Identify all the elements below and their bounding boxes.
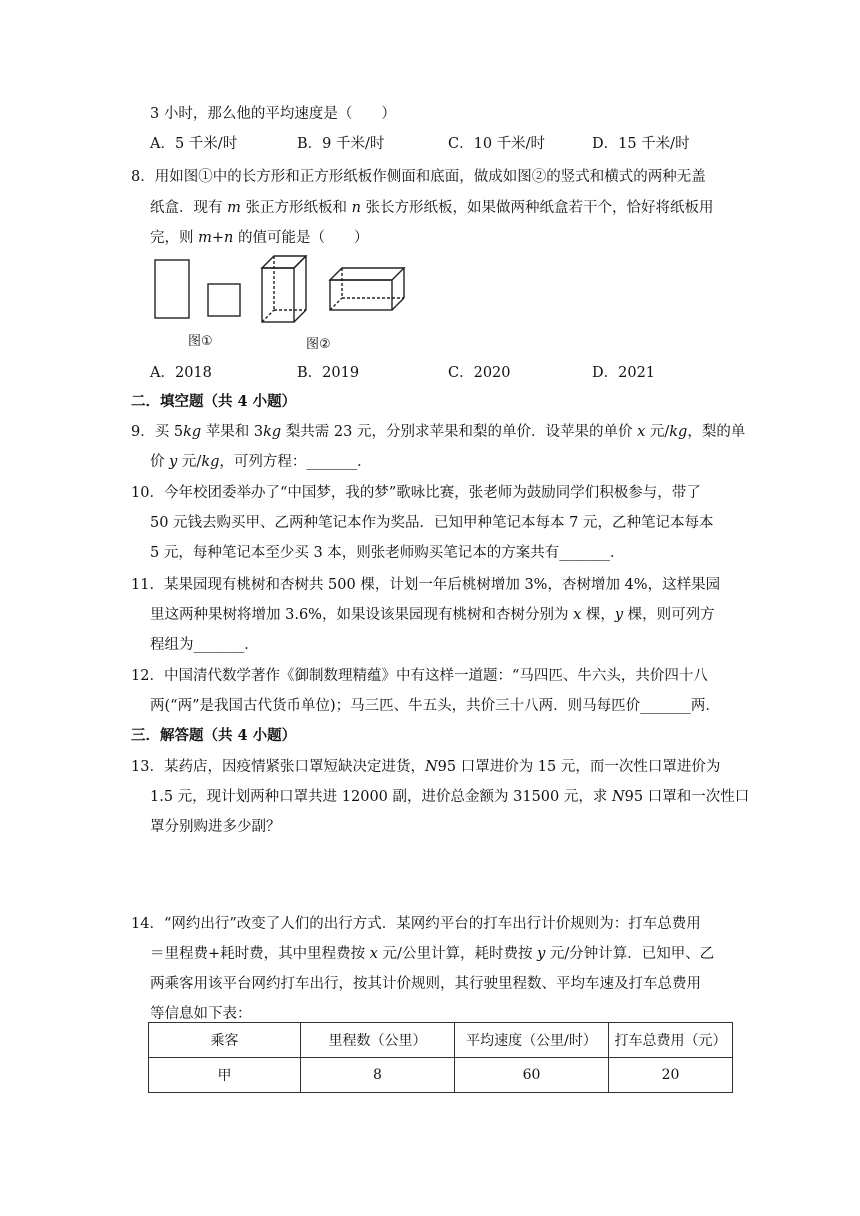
q14-line-1: 14．“网约出行”改变了人们的出行方式．某网约平台的打车出行计价规则为：打车总费用 [131,916,701,932]
figure-1-label: 图① [188,334,213,349]
q12-line-2: 两(“两”是我国古代货币单位)；马三匹、牛五头，共价三十八两．则马每匹价_______两． [150,698,720,714]
fare-table [148,1022,733,1093]
q10-line-3: 5 元，每种笔记本至少买 3 本，则张老师购买笔记本的方案共有_______． [150,545,625,561]
q8-option-b: B．2019 [297,365,360,381]
q8-line-2: 纸盒．现有 m 张正方形纸板和 n 张长方形纸板，如果做两种纸盒若干个，恰好将纸板用 [150,200,714,216]
q11-line-1: 11．某果园现有桃树和杏树共 500 棵，计划一年后桃树增加 3%，杏树增加 4%，这样果园 [131,577,721,593]
q14-line-4: 等信息如下表： [150,1006,252,1022]
section-3-heading: 三．解答题（共 4 小题） [131,727,297,744]
table-cell: 60 [455,1058,609,1093]
table-header-cell: 平均速度（公里/时） [455,1023,609,1058]
q12-line-1: 12．中国清代数学著作《御制数理精蕴》中有这样一道题：“马四匹、牛六头，共价四十八 [131,668,708,684]
table-header-row [149,1023,733,1058]
table-header-cell: 打车总费用（元） [609,1023,733,1058]
q11-line-3: 程组为_______． [150,637,259,653]
q7-option-c: C．10 千米/时 [448,136,546,152]
q8-figures [140,250,420,360]
q8-option-a: A．2018 [150,365,212,381]
table-header-cell: 乘客 [149,1023,301,1058]
q11-line-2: 里这两种果树将增加 3.6%，如果设该果园现有桃树和杏树分别为 x 棵，y 棵，则可列方 [150,607,715,623]
q14-line-3: 两乘客用该平台网约打车出行，按其计价规则，其行驶里程数、平均车速及打车总费用 [150,976,701,992]
q13-line-1: 13．某药店，因疫情紧张口罩短缺决定进货，N95 口罩进价为 15 元，而一次性口罩进价为 [131,759,721,775]
q7-option-b: B．9 千米/时 [297,136,385,152]
q8-line-1: 8．用如图①中的长方形和正方形纸板作侧面和底面，做成如图②的竖式和横式的两种无盖 [131,169,706,185]
q8-option-d: D．2021 [592,365,656,381]
q8-option-c: C．2020 [448,365,511,381]
q7-option-d: D．15 千米/时 [592,136,690,152]
table-header-cell: 里程数（公里） [301,1023,455,1058]
q9-line-2: 价 y 元/kg，可列方程：_______． [150,454,372,470]
q9-line-1: 9．买 5kg 苹果和 3kg 梨共需 23 元，分别求苹果和梨的单价．设苹果的单价 x 元/kg，梨的单 [131,424,746,440]
rectangle-board [155,260,189,318]
section-2-heading: 二．填空题（共 4 小题） [131,393,297,410]
horizontal-box [330,268,404,310]
vertical-box [262,256,306,322]
square-board [208,284,240,316]
figure-2-label: 图② [306,337,331,352]
q14-line-2: ＝里程费+耗时费，其中里程费按 x 元/公里计算，耗时费按 y 元/分钟计算．已知甲、乙 [150,946,715,962]
table-cell: 8 [301,1058,455,1093]
table-cell: 20 [609,1058,733,1093]
q10-line-2: 50 元钱去购买甲、乙两种笔记本作为奖品．已知甲种笔记本每本 7 元，乙种笔记本每本 [150,515,714,531]
table-cell: 甲 [149,1058,301,1093]
q7-option-a: A．5 千米/时 [150,136,238,152]
table-row [149,1058,733,1093]
q13-line-3: 罩分别购进多少副？ [150,819,281,835]
q13-line-2: 1.5 元，现计划两种口罩共进 12000 副，进价总金额为 31500 元，求 N95 口罩和一次性口 [150,789,750,805]
q10-line-1: 10．今年校团委举办了“中国梦，我的梦”歌咏比赛，张老师为鼓励同学们积极参与，带了 [131,485,701,501]
q7-continuation: 3 小时，那么他的平均速度是（ ） [150,106,396,122]
q8-line-3: 完，则 m+n 的值可能是（ ） [150,230,369,246]
box-diagram [140,250,420,360]
